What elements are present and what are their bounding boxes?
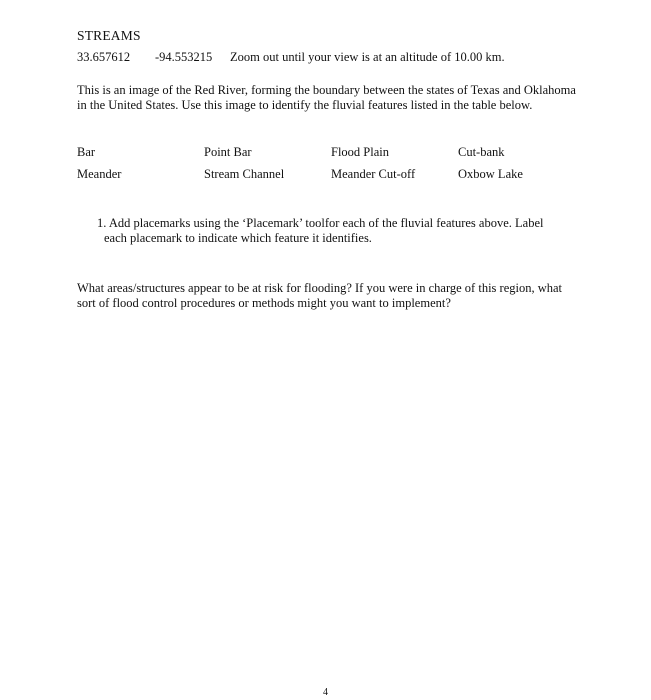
intro-paragraph: This is an image of the Red River, forming the boundary between the states of Texas and Oklahoma in the United States. Use this image to identify the fluvial features listed in the table below. <box>77 83 576 112</box>
table-row <box>77 145 597 167</box>
question-paragraph: What areas/structures appear to be at risk for flooding? If you were in charge of this region, what sort of flood control procedures or methods might you want to implement? <box>77 281 563 310</box>
table-cell: Stream Channel <box>204 167 285 181</box>
table-cell: Oxbow Lake <box>458 167 523 181</box>
latitude-value: 33.657612 <box>77 50 131 64</box>
page-number: 4 <box>323 687 328 698</box>
table-cell: Bar <box>77 145 96 159</box>
table-cell: Cut-bank <box>458 145 505 159</box>
zoom-instruction: Zoom out until your view is at an altitude of 10.00 km. <box>230 50 505 64</box>
task-text-line1: Add placemarks using the ‘Placemark’ toolfor each of the fluvial features above. Label <box>108 216 544 230</box>
table-cell: Point Bar <box>204 145 252 159</box>
table-cell: Meander <box>77 167 122 181</box>
fluvial-features-table <box>77 145 597 189</box>
table-row <box>77 167 597 189</box>
section-title: STREAMS <box>77 28 141 43</box>
table-cell: Flood Plain <box>331 145 389 159</box>
table-cell: Meander Cut-off <box>331 167 416 181</box>
longitude-value: -94.553215 <box>155 50 213 64</box>
task-item <box>97 216 577 246</box>
task-text-line2: each placemark to indicate which feature it identifies. <box>104 231 372 245</box>
coordinates-line <box>77 50 505 65</box>
task-number: 1. <box>97 216 107 230</box>
